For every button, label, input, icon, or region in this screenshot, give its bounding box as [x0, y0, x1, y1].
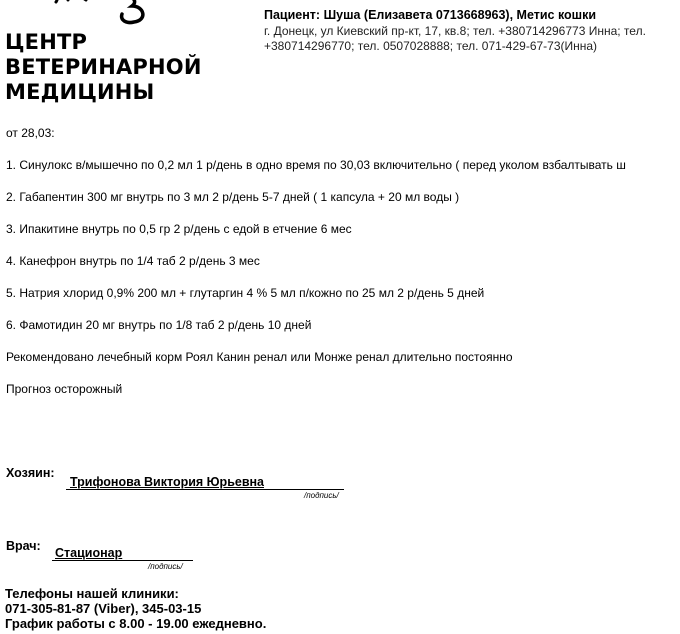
prescription-date: от 28,03: — [6, 126, 55, 140]
owner-name: Трифонова Виктория Юрьевна — [70, 475, 265, 489]
clinic-name-line: ВЕТЕРИНАРНОЙ — [5, 55, 202, 79]
owner-signature-caption: /подпись/ — [304, 491, 339, 500]
prescription-item: 4. Канефрон внутрь по 1/4 таб 2 р/день 3 мес — [6, 254, 260, 268]
clinic-name-line: ЦЕНТР — [5, 30, 88, 54]
doctor-signature-caption: /подпись/ — [148, 562, 183, 571]
contacts-hours: График работы с 8.00 - 19.00 ежедневно. — [5, 616, 267, 631]
clinic-contacts — [5, 586, 266, 631]
prescription-item: 6. Фамотидин 20 мг внутрь по 1/8 таб 2 р/день 10 дней — [6, 318, 312, 332]
doctor-label: Врач: — [6, 539, 41, 553]
prescription-item: 1. Синулокс в/мышечно по 0,2 мл 1 р/день в одно время по 30,03 включительно ( перед уколом взбалтывать ш — [6, 158, 626, 172]
contacts-phones: 071-305-81-87 (Viber), 345-03-15 — [5, 601, 202, 616]
patient-header — [264, 8, 680, 55]
doctor-name: Стационар — [55, 546, 123, 560]
prognosis: Прогноз осторожный — [6, 382, 123, 396]
owner-label: Хозяин: — [6, 466, 55, 480]
owner-signature-line — [66, 489, 344, 490]
recommendation: Рекомендовано лечебный корм Роял Канин ренал или Монже ренал длительно постоянно — [6, 350, 513, 364]
patient-title: Пациент: Шуша (Елизавета 0713668963), Метис кошки — [264, 8, 597, 22]
prescription-item: 2. Габапентин 300 мг внутрь по 3 мл 2 р/день 5-7 дней ( 1 капсула + 20 мл воды ) — [6, 190, 460, 204]
contacts-heading: Телефоны нашей клиники: — [5, 586, 179, 601]
prescription-item: 5. Натрия хлорид 0,9% 200 мл + глутаргин 4 % 5 мл п/кожно по 25 мл 2 р/день 5 дней — [6, 286, 485, 300]
clinic-name — [5, 30, 202, 105]
doctor-signature-line — [52, 560, 193, 561]
clinic-logo-mark — [40, 0, 160, 30]
clinic-name-line: МЕДИЦИНЫ — [5, 80, 155, 104]
patient-address-line: +380714296770; тел. 0507028888; тел. 071-429-67-73(Инна) — [264, 39, 598, 53]
patient-address-line: г. Донецк, ул Киевский пр-кт, 17, кв.8; тел. +380714296773 Инна; тел. — [264, 23, 646, 38]
prescription-item: 3. Ипакитине внутрь по 0,5 гр 2 р/день с едой в етчение 6 мес — [6, 222, 352, 236]
